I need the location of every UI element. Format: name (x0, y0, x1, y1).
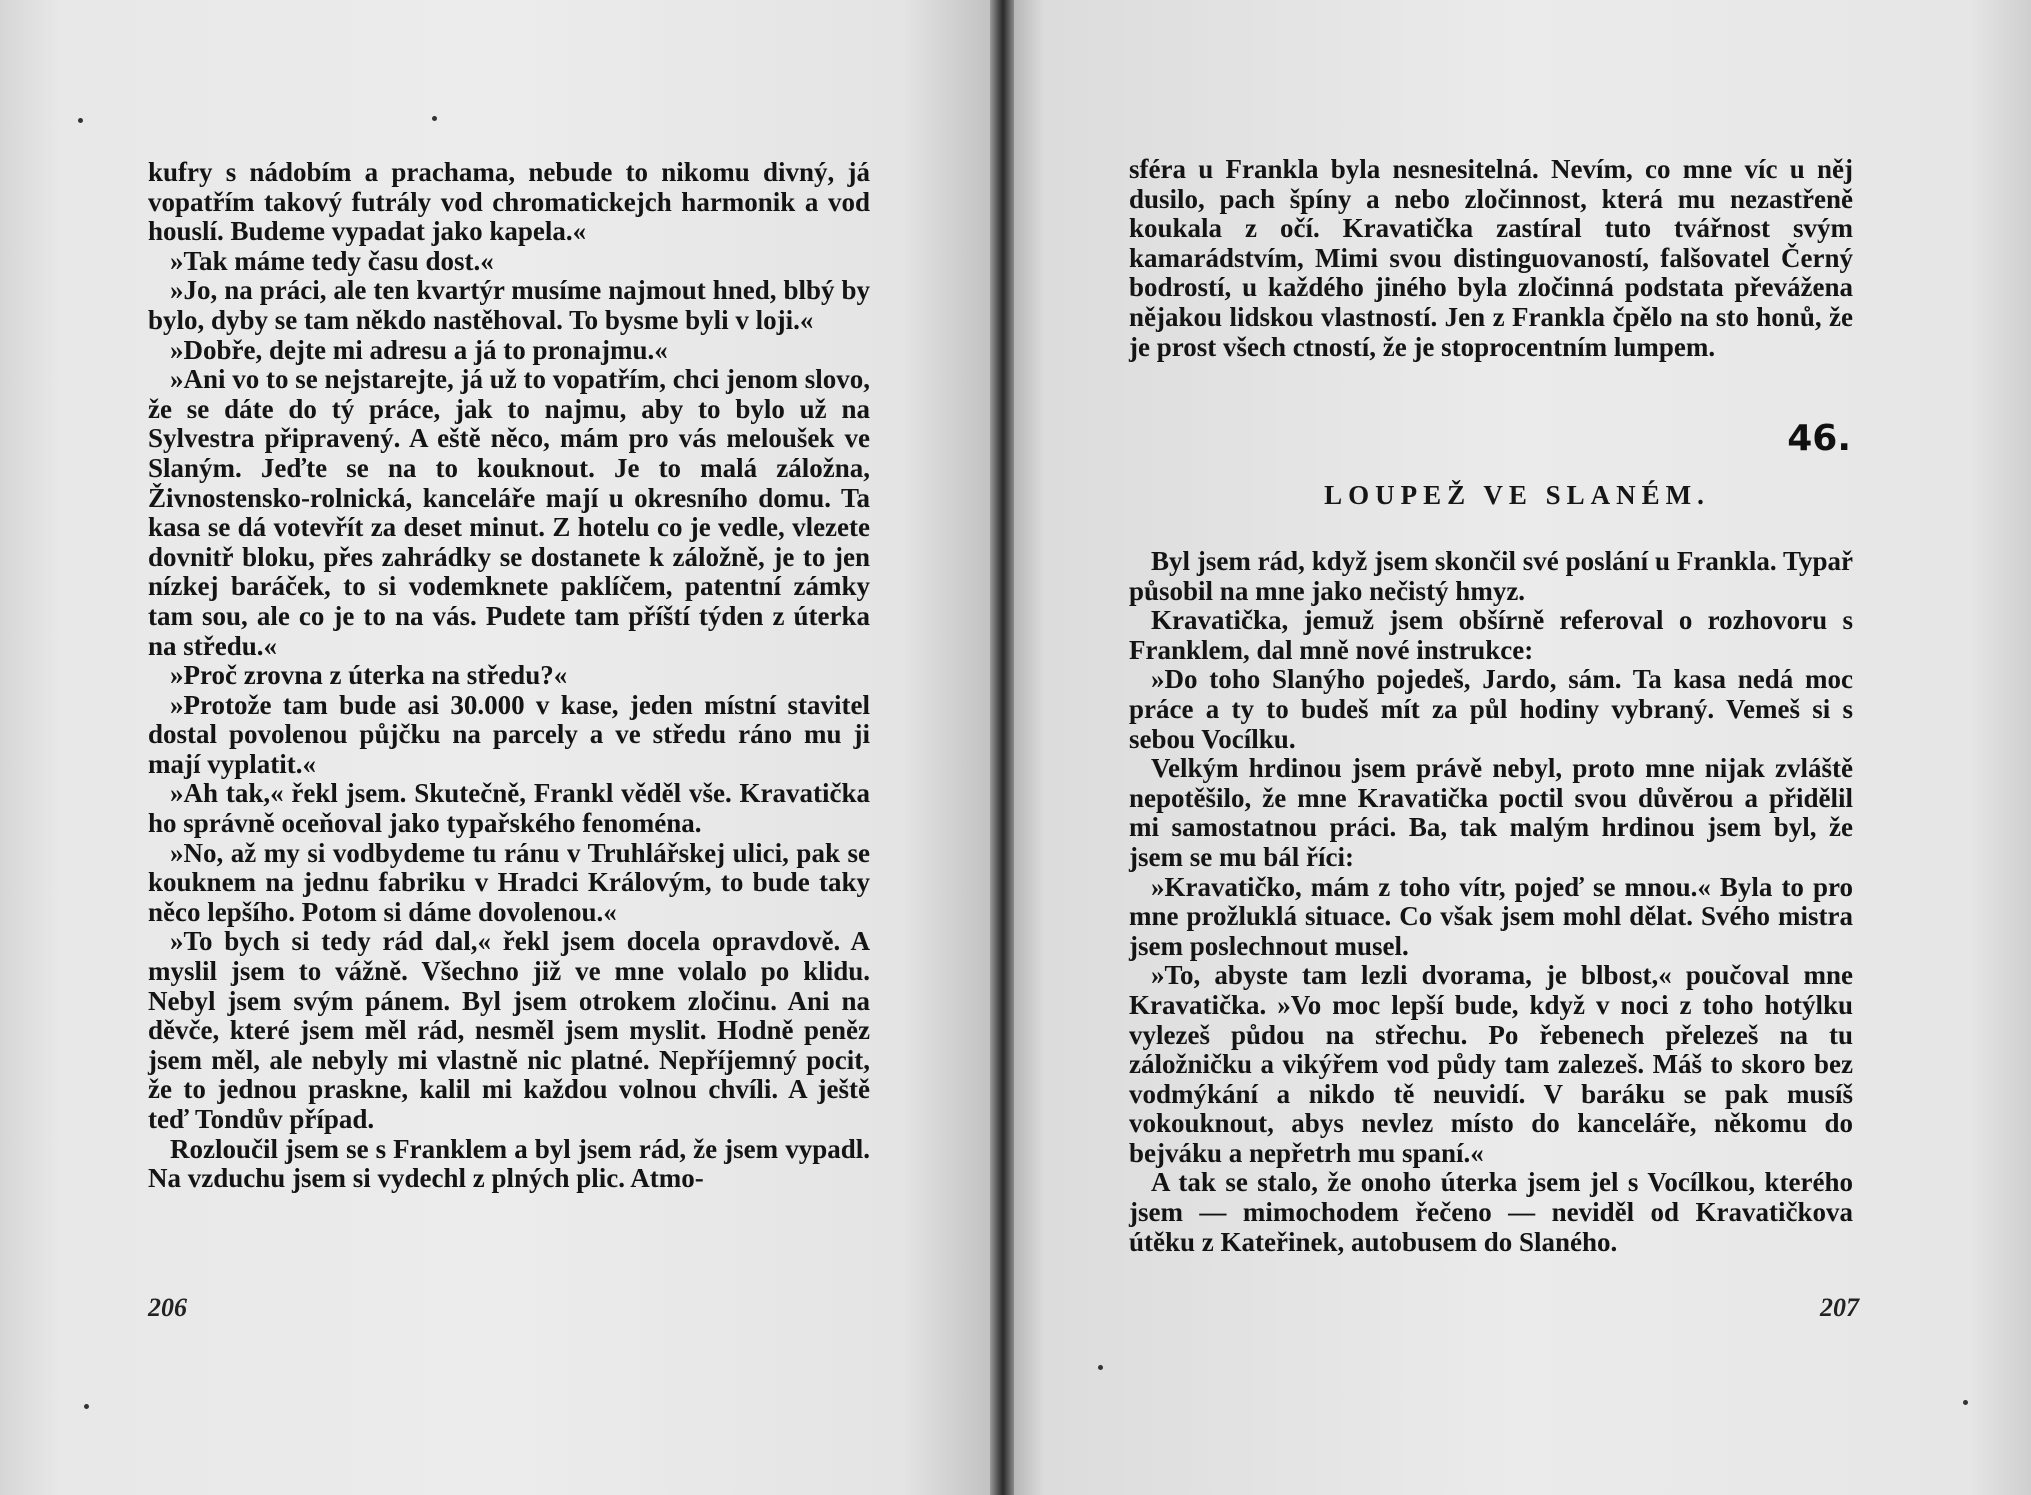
paper-speck (78, 118, 83, 123)
paper-speck (432, 116, 437, 121)
paper-speck (1098, 1365, 1103, 1370)
paragraph: Kravatička, jemuž jsem obšírně referoval o rozhovoru s Franklem, dal mně nové instrukce: (1129, 605, 1853, 665)
paragraph: »Proč zrovna z úterka na středu?« (170, 660, 568, 691)
paragraph: »No, až my si vodbydeme tu ránu v Truhlářskej ulici, pak se kouknem na jednu fabriku v Hradci Královým, to bude taky něco lepšího. Potom si dáme dovolenou.« (148, 837, 870, 927)
paragraph: »To bych si tedy rád dal,« řekl jsem docela opravdově. A myslil jsem to vážně. Všechno již ve mne volalo po klidu. Nebyl jsem svým pánem. Byl jsem otrokem zločinu. Ani na děvče, které jsem měl rád, nesměl jsem myslit. Hodně peněz jsem měl, ale nebyly mi vlastně nic platné. Nepříjemný pocit, že to jednou praskne, kalil mi každou volnou chvíli. A ještě teď Tondův případ. (148, 926, 870, 1134)
paragraph: »Tak máme tedy času dost.« (170, 245, 494, 276)
paragraph: »Jo, na práci, ale ten kvartýr musíme najmout hned, blbý by bylo, dyby se tam někdo nastěhoval. To bysme byli v loji.« (148, 275, 870, 335)
page-number-right: 207 (1820, 1293, 1859, 1322)
left-page-text (148, 158, 870, 1194)
chapter-number: 46. (1787, 418, 1851, 459)
paragraph: »Ani vo to se nejstarejte, já už to vopatřím, chci jenom slovo, že se dáte do tý práce, jak to najmu, aby to bylo už na Sylvestra připravený. A eště něco, mám pro vás meloušek ve Slaným. Jeďte se na to kouknout. Je to malá záložna, Živnostensko-rolnická, kanceláře mají u okresního domu. Ta kasa se dá votevřít za deset minut. Z hotelu co je vedle, vlezete dovnitř bloku, přes zahrádky se dostanete k záložně, je to jen nízkej baráček, to si vodemknete paklíčem, patentní zámky tam sou, ale co je to na vás. Pudete tam příští týden z úterka na středu.« (148, 364, 870, 661)
paragraph: Byl jsem rád, když jsem skončil své poslání u Frankla. Typař působil na mne jako nečistý hmyz. (1129, 546, 1853, 606)
paper-speck (1963, 1400, 1968, 1405)
right-page (1003, 0, 2031, 1495)
paragraph: Velkým hrdinou jsem právě nebyl, proto mne nijak zvláště nepotěšilo, že mne Kravatička poctil svou důvěrou a přidělil mi samostatnou práci. Ba, tak malým hrdinou jsem byl, že jsem se mu bál říci: (1129, 753, 1853, 872)
paragraph: »Do toho Slanýho pojedeš, Jardo, sám. Ta kasa nedá moc práce a ty to budeš mít za půl hodiny vybraný. Vemeš si s sebou Vocílku. (1129, 664, 1853, 754)
paragraph: Rozloučil jsem se s Franklem a byl jsem rád, že jsem vypadl. Na vzduchu jsem si vydechl z plných plic. Atmo- (148, 1133, 870, 1194)
paragraph: »Dobře, dejte mi adresu a já to pronajmu.« (170, 334, 668, 365)
page-number-left: 206 (148, 1293, 187, 1322)
chapter-title: LOUPEŽ VE SLANÉM. (1324, 480, 1710, 510)
paragraph: »To, abyste tam lezli dvorama, je blbost,« poučoval mne Kravatička. »Vo moc lepší bude, když v noci z toho hotýlku vylezeš půdou na střechu. Po řebenech přelezeš na tu záložničku a vikýřem vod půdy tam zalezeš. Máš to skoro bez vodmýkání a nikdo tě neuvidí. V baráku se pak musíš vokouknout, abys nevlez místo do kanceláře, někomu do bejváku a nepřetrh mu spaní.« (1129, 960, 1853, 1168)
left-page (0, 0, 1003, 1495)
book-gutter (990, 0, 1014, 1495)
paragraph: »Protože tam bude asi 30.000 v kase, jeden místní stavitel dostal povolenou půjčku na parcely a ve středu ráno mu ji mají vyplatit.« (148, 689, 870, 779)
paper-speck (84, 1404, 89, 1409)
paragraph: »Kravatičko, mám z toho vítr, pojeď se mnou.« Byla to pro mne prožluklá situace. Co však jsem mohl dělat. Svého mistra jsem poslechnout musel. (1129, 871, 1853, 961)
paragraph: kufry s nádobím a prachama, nebude to nikomu divný, já vopatřím takový futrály vod chromatickejch harmonik a vod houslí. Budeme vypadat jako kapela.« (148, 157, 870, 247)
right-page-top-text (1129, 155, 1853, 362)
right-page-text (1129, 547, 1853, 1257)
paragraph: sféra u Frankla byla nesnesitelná. Nevím, co mne víc u něj dusilo, pach špíny a nebo zločinnost, která mu nezastřeně koukala z očí. Kravatička zastíral tuto tvářnost svým kamarádstvím, Mimi svou distinguovaností, falšovatel Černý bodrostí, u každého jiného byla zločinná podstata převážena nějakou lidskou vlastností. Jen z Frankla čpělo na sto honů, že je prost všech ctností, že je stoprocentním lumpem. (1129, 154, 1853, 362)
paragraph: »Ah tak,« řekl jsem. Skutečně, Frankl věděl vše. Kravatička ho správně oceňoval jako typařského fenoména. (148, 778, 870, 839)
paragraph: A tak se stalo, že onoho úterka jsem jel s Vocílkou, kterého jsem — mimochodem řečeno — neviděl od Kravatičkova útěku z Kateřinek, autobusem do Slaného. (1129, 1167, 1853, 1257)
